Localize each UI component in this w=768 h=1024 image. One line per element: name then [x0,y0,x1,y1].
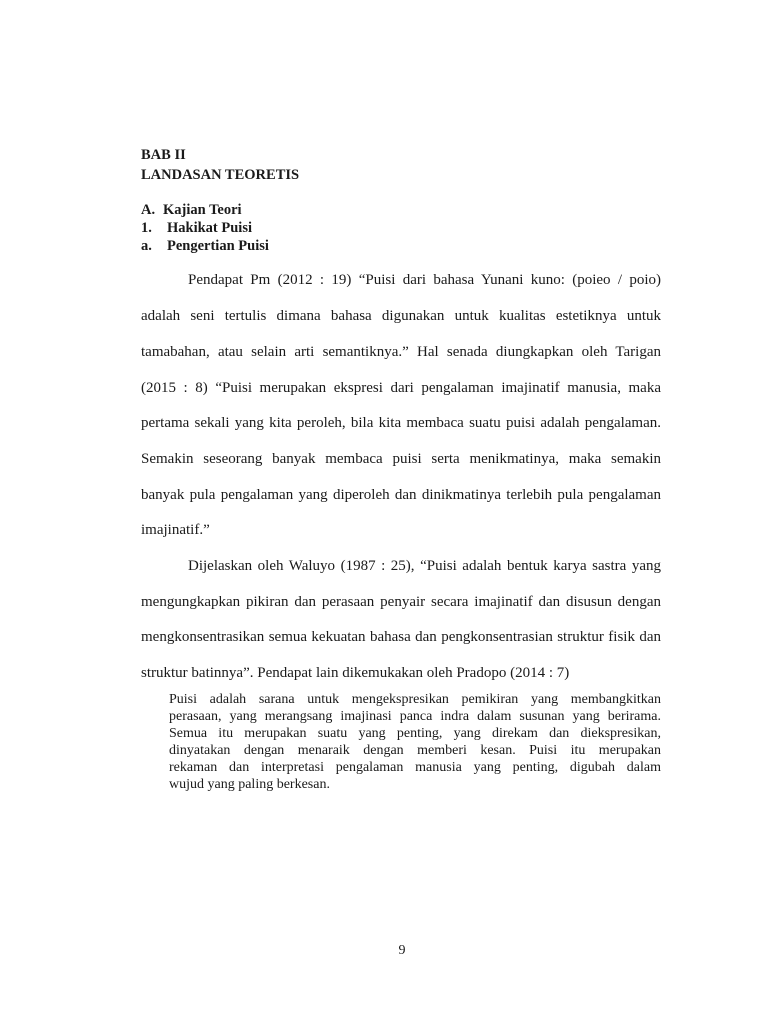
paragraph-line: (2015 : 8) “Puisi merupakan ekspresi dari pengalaman imajinatif manusia, maka [141,380,661,396]
outline-item-hakikat-puisi [141,219,252,237]
paragraph-line: tamabahan, atau selain arti semantiknya.” Hal senada diungkapkan oleh Tarigan [141,344,661,360]
page-number: 9 [398,943,406,958]
quote-line: dinyatakan dengan menaraik dengan memberi kesan. Puisi itu merupakan [169,743,661,758]
outline-label: Pengertian Puisi [167,238,269,254]
quote-line: wujud yang paling berkesan. [169,777,330,792]
paragraph-line: imajinatif.” [141,522,210,538]
paragraph-line: Dijelaskan oleh Waluyo (1987 : 25), “Puisi adalah bentuk karya sastra yang [188,558,661,574]
paragraph-line: mengungkapkan pikiran dan perasaan penyair secara imajinatif dan disusun dengan [141,594,661,610]
paragraph-line: struktur batinnya”. Pendapat lain dikemukakan oleh Pradopo (2014 : 7) [141,665,570,681]
quote-line: Semua itu merupakan suatu yang penting, yang direkam dan diekspresikan, [169,726,661,741]
paragraph-line: pertama sekali yang kita peroleh, bila kita membaca suatu puisi adalah pengalaman. [141,415,661,431]
paragraph-line: adalah seni tertulis dimana bahasa digunakan untuk kualitas estetiknya untuk [141,308,661,324]
quote-line: rekaman dan interpretasi pengalaman manusia yang penting, digubah dalam [169,760,661,775]
outline-number: A. [141,202,156,218]
chapter-number: BAB II [141,147,186,163]
paragraph-line: mengkonsentrasikan semua kekuatan bahasa dan pengkonsentrasian struktur fisik dan [141,629,661,645]
paragraph-line: Pendapat Pm (2012 : 19) “Puisi dari bahasa Yunani kuno: (poieo / poio) [188,272,661,288]
paragraph-line: Semakin seseorang banyak membaca puisi serta menikmatinya, maka semakin [141,451,661,467]
outline-number: a. [141,238,152,254]
outline-number: 1. [141,220,152,236]
outline-label: Kajian Teori [163,202,242,218]
paragraph-line: banyak pula pengalaman yang diperoleh dan dinikmatinya terlebih pula pengalaman [141,487,661,503]
quote-line: perasaan, yang merangsang imajinasi panca indra dalam susunan yang berirama. [169,709,661,724]
outline-item-kajian-teori [141,201,242,219]
outline-item-pengertian-puisi [141,237,269,255]
outline-label: Hakikat Puisi [167,220,253,236]
quote-line: Puisi adalah sarana untuk mengekspresikan pemikiran yang membangkitkan [169,692,661,707]
chapter-title: LANDASAN TEORETIS [141,167,300,183]
